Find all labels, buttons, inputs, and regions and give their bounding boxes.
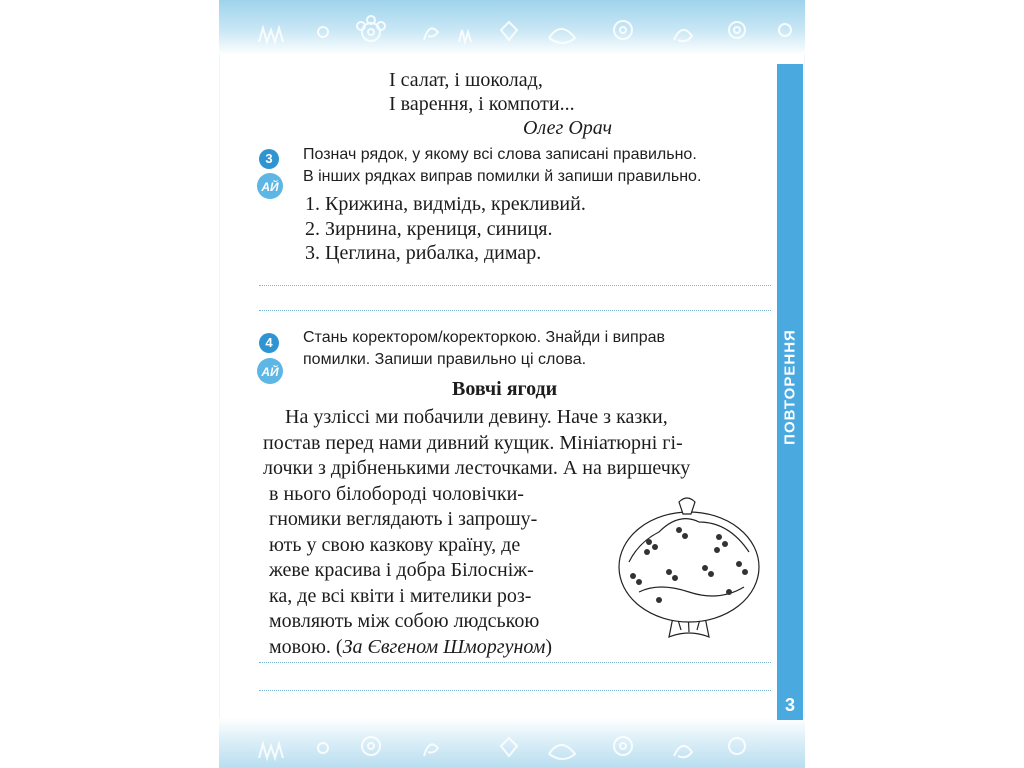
story-last-line-start: мовою. ( bbox=[269, 635, 343, 658]
story-line: постав перед нами дивний кущик. Мініатюрні гі- bbox=[263, 431, 683, 454]
writing-line[interactable] bbox=[259, 285, 771, 286]
poem-line: І салат, і шоколад, bbox=[389, 69, 543, 91]
story-line: гномики веглядають і запрошу- bbox=[269, 508, 538, 530]
writing-line[interactable] bbox=[259, 662, 771, 663]
bottom-decorative-border bbox=[219, 718, 805, 768]
task3-instruction bbox=[303, 144, 701, 188]
task3-instruction-line: В інших рядках виправ помилки й запиши правильно. bbox=[303, 168, 702, 185]
workbook-page bbox=[219, 0, 805, 768]
story-last-line-end: ) bbox=[545, 635, 553, 658]
story-source: За Євгеном Шморгуном bbox=[342, 635, 546, 658]
story-line: жеве красива і добра Білосніж- bbox=[269, 559, 534, 581]
task-badge-icon bbox=[256, 357, 284, 385]
task-number-4: 4 bbox=[259, 333, 279, 353]
task4-instruction-line: помилки. Запиши правильно ці слова. bbox=[303, 351, 587, 368]
bush-illustration bbox=[609, 492, 769, 644]
task4-instruction bbox=[303, 327, 665, 371]
poem-line: І варення, і компоти... bbox=[389, 93, 575, 115]
svg-text:АЙ: АЙ bbox=[261, 365, 279, 379]
task-number-3: 3 bbox=[259, 149, 279, 169]
story-title: Вовчі ягоди bbox=[452, 378, 558, 400]
writing-line[interactable] bbox=[259, 310, 771, 311]
story-line: ка, де всі квіти і мителики роз- bbox=[269, 584, 532, 607]
page-number: 3 bbox=[784, 695, 795, 715]
decorative-border-flowers-bottom bbox=[219, 718, 805, 768]
section-label-text: ПОВТОРЕННЯ bbox=[781, 329, 799, 445]
story-line: мовляють між собою людською bbox=[269, 610, 540, 632]
task3-instruction-line: Познач рядок, у якому всі слова записані правильно. bbox=[303, 146, 697, 163]
task3-word-list bbox=[305, 192, 586, 266]
word-row: 2. Зирнина, крениця, синиця. bbox=[305, 217, 553, 240]
story-line: лочки з дрібненькими лесточками. А на виршечку bbox=[263, 457, 691, 479]
task4-instruction-line: Стань коректором/коректоркою. Знайди і виправ bbox=[303, 329, 665, 346]
top-decorative-border bbox=[219, 0, 805, 55]
svg-text:АЙ: АЙ bbox=[261, 180, 279, 194]
decorative-border-flowers-top bbox=[219, 0, 805, 55]
task-badge-icon bbox=[256, 172, 284, 200]
story-line: ють у свою казкову країну, де bbox=[269, 533, 521, 556]
word-row: 3. Цеглина, рибалка, димар. bbox=[305, 242, 542, 264]
writing-line[interactable] bbox=[259, 690, 771, 691]
story-line: в нього білобороді чоловічки- bbox=[269, 482, 524, 505]
word-row: 1. Крижина, видмідь, крекливий. bbox=[305, 193, 586, 215]
poem-author: Олег Орач bbox=[523, 117, 613, 139]
story-line: На узліссі ми побачили девину. Наче з казки, bbox=[285, 406, 668, 428]
section-label bbox=[777, 312, 803, 462]
poem-excerpt bbox=[389, 68, 612, 140]
